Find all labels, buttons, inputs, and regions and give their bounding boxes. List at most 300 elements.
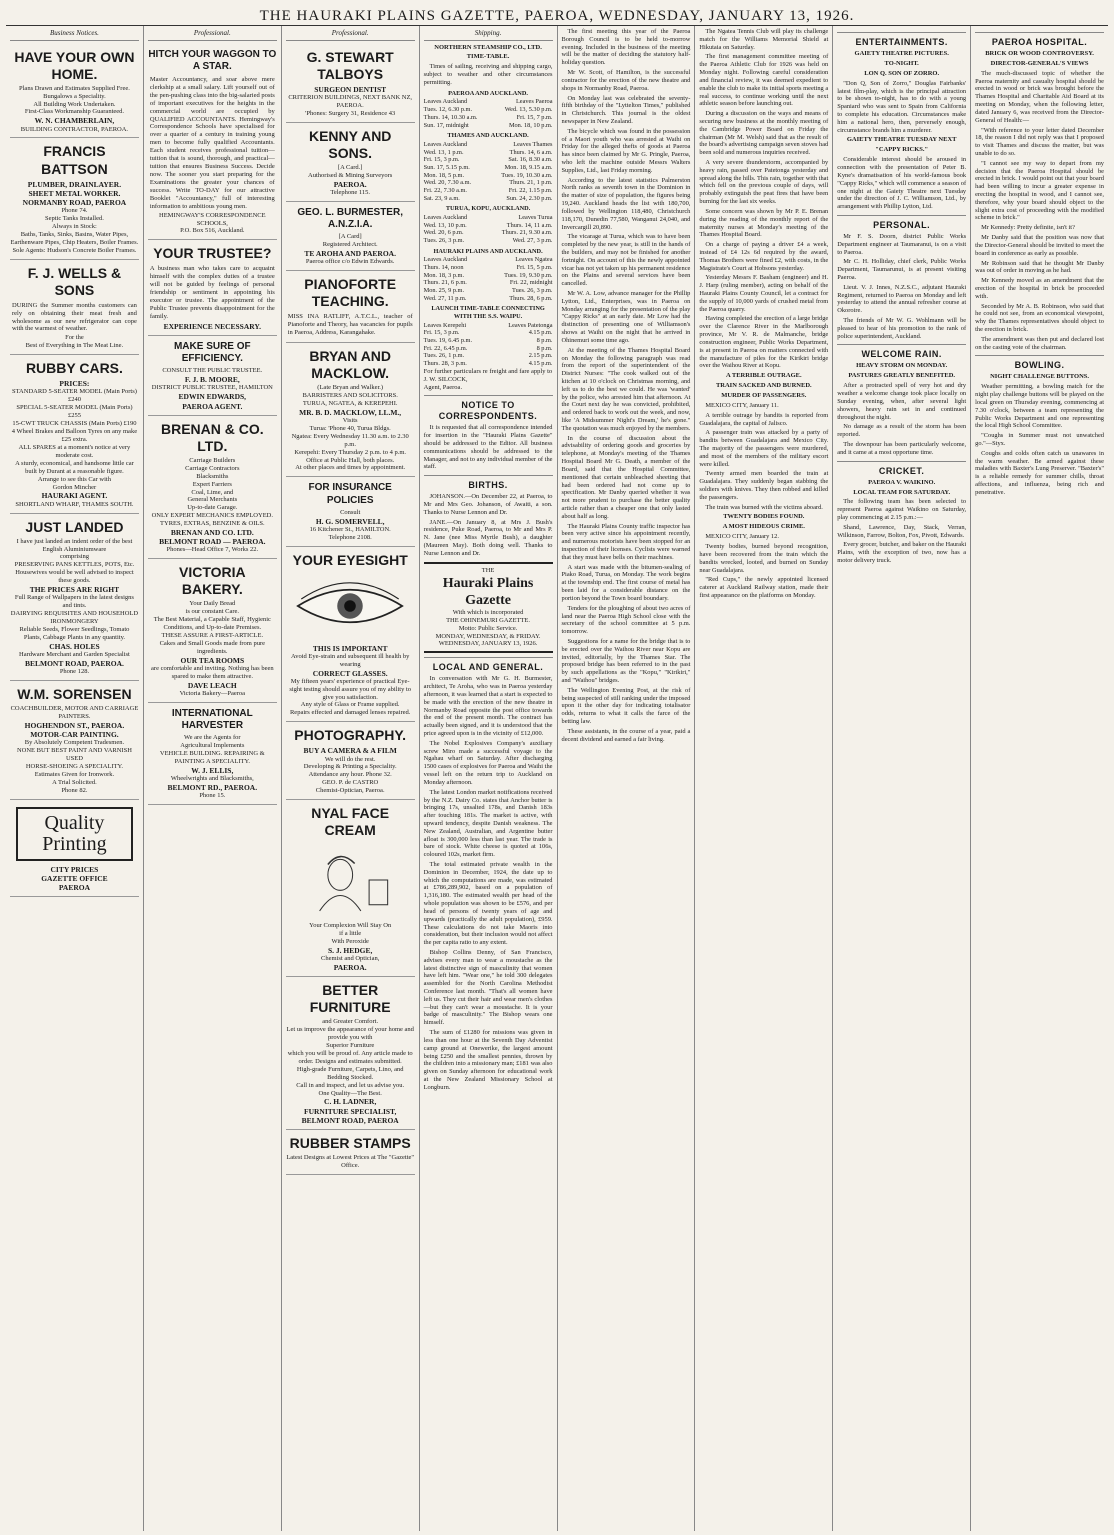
ad-line: Any style of Glass or Frame supplied. <box>300 701 400 709</box>
ad-line: CONSULT THE PUBLIC TRUSTEE. <box>162 367 263 375</box>
advertisement <box>10 138 139 259</box>
schedule-left: Fri. 15, 3 p.m. <box>423 156 460 164</box>
births-title: BIRTHS. <box>424 475 553 491</box>
schedule-right: Fri. 15, 5 p.m. <box>516 263 553 271</box>
news-paragraph: Mr W. Scott, of Hamilton, is the successful contractor for the erection of the new theatre and shops in Normanby Road, Paeroa. <box>561 69 691 92</box>
advertisement <box>286 800 415 977</box>
schedule-left: Sun. 17, midnight <box>423 121 469 129</box>
ad-line: MR. B. D. MACKLOW, LL.M., <box>299 407 402 417</box>
schedule-row <box>424 164 553 172</box>
route-title: PAEROA AND AUCKLAND. <box>448 89 528 97</box>
advertisement <box>10 681 139 800</box>
news-paragraph: Some concern was shown by Mr P. E. Brenan during the reading of the monthly report of the maternity nurses at Monday's meeting of the Thames Hospital Board. <box>699 207 829 239</box>
schedule-left: Mon. 18, 5 p.m. <box>423 171 465 179</box>
ad-line: GEO. P. de CASTRO <box>322 779 379 787</box>
ad-title: YOUR EYESIGHT <box>292 551 408 568</box>
schedule-right: Leaves Paeroa <box>515 98 553 106</box>
schedule-row <box>424 360 553 368</box>
ad-line: 15-CWT TRUCK CHASSIS (Main Ports) £190 <box>12 420 137 428</box>
ad-line: Blacksmiths <box>196 472 229 480</box>
ad-line: With Peroxide <box>331 937 369 945</box>
schedule-left: Wed. 20, 6 p.m. <box>423 229 464 237</box>
ad-line: Phone 15. <box>199 792 226 800</box>
ad-title: PHOTOGRAPHY. <box>294 727 407 744</box>
section-title: WELCOME RAIN. <box>837 344 966 360</box>
news-paragraph: The Ngatea Tennis Club will play its challenge match for the Williams Memorial Shield at Hikutaia on Saturday. <box>699 28 829 51</box>
gazette-box-line: MONDAY, WEDNESDAY, & FRIDAY. <box>435 632 541 640</box>
ad-line: All Building Work Undertaken. <box>33 100 116 108</box>
ad-line: CORRECT GLASSES. <box>312 668 388 678</box>
schedule-right: Thurs. 14, 11 a.m. <box>506 221 553 229</box>
ad-line: Baths, Tanks, Sinks, Basins, Water Pipes, Earthenware Pipes, Chip Heaters, Boiler Frames. <box>10 230 139 246</box>
schedule-left: Sat. 23, 9 a.m. <box>423 194 460 202</box>
ad-line: Expert Farriers <box>192 480 232 488</box>
advertisement <box>286 977 415 1130</box>
timetable-note: Times of sailing, receiving and shipping cargo, subject to weather and other circumstances permitting. <box>423 63 553 86</box>
schedule-row <box>424 106 553 114</box>
schedule-row <box>424 222 553 230</box>
ad-body-text: Master Accountancy, and soar above mere clerkship at a small salary. Lift yourself out of the pen-pushing class into the big-salaried posts of important executives for the heights in the commercial world are occupied by QUALIFIED ACCOUNTANTS. Hemingway's Correspondence Schools have specialised for over a quarter of a century in training young men to become fully qualified Accountants. Each student receives professional tuition—tuition that is sound, thorough, and practical—tuition that ensures Business Success. Decide now. The sooner you start preparing for the Examinations the greater your chances of success. Write TO-DAY for our attractive Booklet "Accountancy," full of interesting information to ambitious young men. <box>149 75 275 210</box>
section-title: CRICKET. <box>837 461 966 477</box>
notice-title: NOTICE TO CORRESPONDENTS. <box>424 395 553 422</box>
ad-line: THIS IS IMPORTANT <box>312 643 388 653</box>
agent-line: For further particulars re freight and fare apply to <box>423 367 553 375</box>
ad-line: Avoid Eye-strain and subsequent ill health by wearing <box>291 652 410 668</box>
column-heading: Business Notices. <box>10 28 139 41</box>
news-paragraph: A start was made with the bitumen-sealing of Piako Road, Turua, on Monday. The work begins at the township end. The first course of metal has been laid for a considerable distance on the portion beyond the Town board boundary. <box>561 563 691 602</box>
schedule-row <box>424 256 553 264</box>
ad-line: Let us improve the appearance of your home and provide you with <box>286 1026 414 1042</box>
news-paragraph: The first management committee meeting of the Paeroa Athletic Club for 1926 was held on Monday night. Following careful consideration and financial review, it was deemed expedient to enable the club to make its initial sports meeting a real success, to continue working until the next athletic season before launching out. <box>699 53 829 108</box>
news-paragraph: On Monday last was celebrated the seventy-fifth birthday of the "Lyttelton Times," published in Christchurch. This journal is the oldest newspaper in New Zealand. <box>561 94 691 125</box>
ad-line: The Best Material, a Capable Staff, Hygienic Conditions, and Up-to-date Premises. <box>153 616 271 632</box>
schedule-left: Wed. 27, 11 p.m. <box>423 294 467 302</box>
ad-title: F. J. WELLS & SONS <box>27 264 122 298</box>
ad-line: Estimates Given for Ironwork. <box>34 770 115 778</box>
schedule-right: Leaves Ngatea <box>515 256 553 264</box>
schedule-left: Thurs. 21, 6 p.m. <box>423 279 467 287</box>
schedule-right: Wed. 13, 5.30 p.m. <box>504 106 553 114</box>
advertisement <box>286 271 415 343</box>
ad-line: STANDARD 5-SEATER MODEL (Main Ports) £240 <box>11 388 137 404</box>
schedule-left: Mon. 18, 3 p.m. <box>423 271 465 279</box>
news-paragraph: In conversation with Mr G. H. Burmester, architect, Te Aroha, who was in Paeroa yesterday afternoon, it was learned that a start is expected to be made with the erection of the new theatre in Normanby Road opposite the post office towards the end of the present month. The contract has actually been signed, and it is understood that the price agreed upon is in the vicinity of £12,000. <box>423 675 553 738</box>
news-paragraph: The Wellington Evening Post, at the risk of being suspected of still ranking under the imposed upon it the other day for indicating totalisator odds, returns to what it calls the farce of the betting law. <box>561 686 691 726</box>
ad-line: BUILDING CONTRACTOR, PAEROA. <box>20 125 129 133</box>
advertisement <box>286 123 415 202</box>
ad-line: Best of Everything in The Meat Line. <box>25 342 124 350</box>
ad-line: Agricultural Implements <box>180 742 245 750</box>
ad-line: Developing & Printing a Speciality. <box>303 763 397 771</box>
ad-line: BELMONT RD., PAEROA. <box>167 783 258 793</box>
news-paragraph: The downpour has been particularly welcome, and it came at a most opportune time. <box>837 440 967 456</box>
ad-line: NORMANBY ROAD, PAEROA <box>22 197 127 207</box>
ad-line: PRICES: <box>59 379 90 389</box>
schedule-row <box>424 172 553 180</box>
advertisement <box>148 703 277 805</box>
schedule-row <box>424 179 553 187</box>
ad-line: HEMINGWAY'S CORRESPONDENCE SCHOOLS, <box>159 211 266 227</box>
schedule-right: Wed. 27, 3 p.m. <box>512 236 553 244</box>
ad-line: ONLY EXPERT MECHANICS EMPLOYED. <box>151 512 273 520</box>
advertisement <box>10 514 139 681</box>
news-headline: A MOST HIDEOUS CRIME. <box>722 523 805 531</box>
ad-line: First-Class Workmanship Guaranteed. <box>24 108 125 116</box>
news-paragraph: The bicycle which was found in the possession of a Maori youth who was arrested at Waihi on Friday for the alleged thefts of goods at Paeroa has since been claimed by Mr G. Pringle, Paeroa, who left the machine outside Messrs Walters Supplies, Ltd., last Friday morning. <box>561 127 691 174</box>
ad-line: Superior Furniture <box>326 1041 375 1049</box>
advertisement <box>286 44 415 123</box>
ad-line: if a little <box>339 930 362 937</box>
schedule-left: Tues. 26, 3 p.m. <box>423 236 465 244</box>
ad-line: BELMONT ROAD, PAEROA <box>301 1115 399 1125</box>
news-paragraph: The sum of £1280 for missions was given in less than one hour at the Seventh Day Adventist camp ground at Onewerike, the largest amount being £250 and the smallest pennies, thrown by the children into a missionary man; £181 was also given on Sunday afternoon for educational work at the New Zealand Missionary School at Longburn. <box>423 1029 553 1091</box>
ad-title: MAKE SURE OF EFFICIENCY. <box>173 341 251 365</box>
schedule-row <box>424 229 553 237</box>
ad-line: [A Card] <box>338 233 362 241</box>
ad-line: HAURAKI AGENT. <box>41 491 108 501</box>
column-heading: Professional. <box>148 28 277 41</box>
notice-body: It is requested that all correspondence intended for insertion in the "Hauraki Plains Gazette" should be addressed to the Editor. All business communications should be addressed to the Manager, and not to any individual member of the staff. <box>423 424 553 471</box>
schedule-right: Leaves Thames <box>513 140 553 148</box>
ad-line: Phones—Head Office 7, Works 22. <box>166 546 259 554</box>
column-hospital <box>971 26 1108 1531</box>
schedule-right: Tues. 26, 3 p.m. <box>511 286 553 294</box>
birth-notice: JOHANSON.—On December 22, at Paeroa, to Mr and Mrs Geo. Johanson, of Awaiti, a son. Thanks to Nurse Lennon and Dr. <box>423 493 553 516</box>
ad-line: Up-to-date Garage. <box>187 504 238 512</box>
schedule-row <box>424 141 553 149</box>
news-paragraph: The total estimated private wealth in the Dominion in December, 1924, the date up to which the computations are made, was estimated at £786,289,902, based on a population of 1,316,180. The estimated wealth per head of the whole population was shown to be £576, and per head of persons of twenty years of age and upwards (practically the adult population), £959. These calculations do not take Maoris into consideration, but their inclusion would not affect the per capita ratio to any extent. <box>423 861 553 947</box>
schedule-left: Leaves Auckland <box>423 98 468 106</box>
schedule-right: Mon. 18, 9.15 a.m. <box>504 163 553 171</box>
news-paragraph: At the meeting of the Thames Hospital Board on Monday the following paragraph was read from the report of the superintendent of the District Nurses: "The cook walked out of the kitchen at 10 o'clock on Christmas morning, and left us to do the best we could. He was 'wanted' by the police, who arrested him that afternoon. At the Court next day he was convicted, prohibited, and ordered back to work out the week, and now, like 'A Midsummer Night's Dream,' he's gone." The quotation was much enjoyed by the members. <box>561 346 691 432</box>
news-paragraph: "CAPPY RICKS." <box>875 146 929 154</box>
column-heading: Professional. <box>286 28 415 41</box>
ad-line: Reliable Seeds, Flower Seedlings, Tomato Plants, Cabbage Plants in any quantity. <box>19 625 130 641</box>
advertisement <box>286 1130 415 1175</box>
route-title: THAMES AND AUCKLAND. <box>447 132 529 140</box>
news-paragraph: Coughs and colds often catch us unawares in the warm weather. Be armed against these maladies with Baxter's Lung Preserver. "Baxter's" is a reliable remedy for summer chills, throat affections, and influenza, being rich and penetrative. <box>975 449 1104 496</box>
ad-title: BRYAN AND MACKLOW. <box>309 347 392 381</box>
gazette-box-line: THE <box>481 566 495 574</box>
schedule-left: Tues. 12, 6.30 p.m. <box>423 106 473 114</box>
news-paragraph: MEXICO CITY, January 12. <box>705 533 779 541</box>
ad-line: Call in and inspect, and let us advise you. <box>296 1081 405 1089</box>
route-schedule <box>424 90 553 129</box>
schedule-right: Thurs. 21, 9.30 a.m. <box>501 229 553 237</box>
gazette-box-line: THE OHINEMURI GAZETTE. <box>446 616 531 624</box>
ad-title: HAVE YOUR OWN HOME. <box>14 48 135 82</box>
ad-body-text: MISS INA RATLIFF, A.T.C.L., teacher of Pianoforte and Theory, has vacancies for pupils in Paeroa, Address, Karangahake. <box>287 313 413 336</box>
route-schedule <box>424 305 553 367</box>
news-paragraph: The latest London market notifications received by the N.Z. Dairy Co. states that Anchor butter is bringing 17s, unsalted 178s, and Danish 183s after touching 181s. The market is active, with upward tendency, despite Danish weakness. The New Zealand, Australian, and Argentine butter afloat is 300,000 less than last year. The trade is bare of stock. White cheese is quoted at 106s, coloured 102s, market firm. <box>423 788 553 859</box>
news-paragraph: Yesterday Messrs F. Basham (engineer) and H. J. Harp (ruling member), acting on behalf of the Hauraki Plains County Council, let a contract for the supply of 10,000 yards of crushed metal from the Paeroa quarry. <box>699 274 829 313</box>
ad-line: Phone 82. <box>61 786 88 794</box>
section-subtitle: LOCAL TEAM FOR SATURDAY. <box>853 488 951 496</box>
schedule-left: Tues. 19, 6.45 p.m. <box>423 336 473 344</box>
schedule-right: Leaves Turua <box>518 213 553 221</box>
schedule-right: Leaves Patetonga <box>508 321 553 329</box>
ad-line: BELMONT ROAD, PAEROA. <box>24 658 124 668</box>
ad-line: Authorised & Mining Surveyors <box>308 171 393 179</box>
lady-illustration <box>299 845 402 915</box>
schedule-row <box>424 195 553 203</box>
schedule-right: Fri. 15, 7 p.m. <box>516 113 553 121</box>
news-paragraph: The amendment was then put and declared lost on the casting vote of the chairman. <box>975 335 1104 351</box>
ad-line: Arrange to see this Car with <box>37 475 111 483</box>
news-paragraph: These assistants, in the course of a year, paid a decent dividend and earned a fair living. <box>561 727 691 743</box>
news-paragraph: A terrible outrage by bandits is reported from Guadalajara, the capital of Jalisco. <box>699 411 829 427</box>
schedule-left: Wed. 13, 1 p.m. <box>423 148 464 156</box>
ad-title: FOR INSURANCE POLICIES <box>308 482 392 506</box>
section-title: PERSONAL. <box>837 215 966 231</box>
ad-line: OUR TEA ROOMS <box>180 655 245 665</box>
news-paragraph: After a protracted spell of very hot and dry weather a welcome change took place locally on Sunday evening, when, after several light showers, heavy rain set in and continued throughout the night. <box>837 382 967 421</box>
ad-line: PAEROA AGENT. <box>182 401 243 411</box>
ad-title: HITCH YOUR WAGGON TO A STAR. <box>148 48 277 72</box>
news-paragraph: Twenty bodies, burned beyond recognition, have been recovered from the train which the bandits wrecked, looted, and burned on Sunday near Guadalajara. <box>699 543 829 574</box>
news-paragraph: The friends of Mr W. G. Wohlmann will be pleased to hear of his promotion to the rank of police superintendent, Auckland. <box>837 317 967 340</box>
news-paragraph: Suggestions for a name for the bridge that is to be erected over the Waihou River near Kopu are invited, editorially, by the Thames Star. The proposed bridge has been referred to in the past by such appellations as the "Kopu," "Kirikiri," and "Waihou" bridges. <box>561 637 691 684</box>
ad-line: For the <box>65 334 84 342</box>
section-title: PAEROA HOSPITAL. <box>975 32 1104 48</box>
schedule-left: Leaves Auckland <box>423 140 468 148</box>
news-headline: TWENTY BODIES FOUND. <box>723 513 805 521</box>
news-paragraph: Mr Kennedy moved as an amendment that the erection of the hospital in brick be proceeded with. <box>975 277 1104 300</box>
ad-line: My fifteen years' experience of practical Eye-sight testing should assure you of my ability to give you satisfaction. <box>289 677 412 701</box>
schedule-right: Sun. 24, 2.30 p.m. <box>506 194 553 202</box>
ad-line: and Greater Comfort. <box>322 1018 379 1026</box>
schedule-left: Mon. 25, 9 p.m. <box>423 286 465 294</box>
ad-line: Your Daily Bread <box>189 600 236 608</box>
ad-line: Wheelwrights and Blacksmiths, <box>170 775 254 783</box>
news-paragraph: Considerable interest should be aroused in connection with the presentation of Peter B. Kyne's dramatisation of his world-famous book "Cappy Ricks," which will commence a season of one night at the Gaiety Theatre next Tuesday under the direction of J. C. Williamson, Ltd., by arrangement with Phillip Lytton, Ltd. <box>837 156 967 211</box>
news-paragraph: No damage as a result of the storm has been reported. <box>837 423 967 439</box>
news-paragraph: Seconded by Mr A. B. Robinson, who said that he could not see, from an economical viewpoint, why the Thames representatives should object to the erection in brick. <box>975 302 1104 333</box>
news-paragraph: "Don Q, Son of Zorro," Douglas Fairbanks' latest film-play, which is the principal attraction to be shown to-night, has to do with a young Spaniard who was sent to Spain from California to complete his education. Circumstances make him a national hero, then, perversely enough, circumstance brands him a murderer. <box>837 79 967 134</box>
route-schedule <box>424 205 553 244</box>
schedule-right: Fri. 22, 1.15 p.m. <box>508 186 553 194</box>
ad-line: ALL SPARES at a moment's notice at very moderate cost. <box>18 443 131 459</box>
route-title: LAUNCH TIME-TABLE CONNECTING WITH THE S.S. WAIPU. <box>431 305 545 320</box>
ad-line: Latest Designs at Lowest Prices at The "Gazette" Office. <box>286 1153 415 1169</box>
birth-notice: JANE.—On January 8, at Mrs J. Bush's residence, Puke Road, Paeroa, to Mr and Mrs P. N. Jane (nee Miss Myrtle Bush), a daughter (Maureen May). Both doing well. Thanks to Nurse Lennon and Dr. <box>423 518 553 557</box>
advertisement <box>286 722 415 800</box>
news-paragraph: Shand, Lawrence, Day, Stack, Verran, Wilkinson, Farrow, Bolton, Fox, Pivott, Edwards. <box>837 523 967 539</box>
ad-line: Chemist and Optician, <box>321 954 380 962</box>
news-paragraph: The following team has been selected to represent Paeroa against Waikino on Saturday, play commencing at 2.15 p.m.:— <box>837 498 967 522</box>
news-paragraph: The Nobel Explosives Company's auxiliary screw Miro made a successful voyage to the Ngahau wharf on Saturday. After discharging 1500 cases of explosives for Paeroa and Waihi the vessel left on the return trip to Auckland on Monday afternoon. <box>423 739 553 786</box>
schedule-row <box>424 337 553 345</box>
section-subtitle: PASTURES GREATLY BENEFITED. <box>848 372 956 380</box>
ad-line: CITY PRICES <box>50 864 99 874</box>
ad-title: RUBBY CARS. <box>25 360 123 377</box>
ad-line: BRENAN AND CO. LTD. <box>170 528 254 538</box>
ad-line: Carriage Contractors <box>185 464 240 472</box>
advertisement <box>148 416 277 560</box>
ad-line: Ngatea: Every Wednesday 11.30 a.m. to 2.30 p.m. <box>291 432 409 448</box>
ad-line: We will do the rest. <box>324 755 376 763</box>
ad-line: Housewives would be well advised to inspect these goods. <box>15 569 134 585</box>
ad-line: PAEROA. <box>333 179 367 189</box>
ad-line: Sole Agents: Hudson's Concrete Boiler Frames. <box>12 246 137 254</box>
ad-line: 'Phones: Surgery 31, Residence 43 <box>305 109 396 117</box>
news-paragraph: Weather permitting, a bowling match for the night play challenge buttons will be played on the local green on Thursday evening, commencing at 7.30 o'clock, between a team representing the Public Works Department and one representing the local High School Committee. <box>975 383 1104 430</box>
eye-illustration <box>292 575 408 637</box>
advertisement <box>10 800 139 897</box>
ad-line: Telephone 2108. <box>328 533 372 541</box>
ad-line: (Late Bryan and Walker.) <box>317 384 384 392</box>
schedule-right: Sat. 16, 8.30 a.m. <box>508 156 553 164</box>
ad-line: TYRES, EXTRAS, BENZINE & OILS. <box>160 520 265 528</box>
schedule-left: Fri. 15, 3 p.m. <box>423 329 460 337</box>
ad-line: W. N. CHAMBERLAIN, <box>34 116 115 126</box>
schedule-row <box>424 287 553 295</box>
schedule-row <box>424 345 553 353</box>
route-schedule <box>424 132 553 202</box>
news-headline: A TERRIBLE OUTRAGE. <box>726 372 802 380</box>
ad-title: JUST LANDED <box>25 518 124 535</box>
news-paragraph: The first meeting this year of the Paeroa Borough Council is to be held to-morrow evening. Included in the business of the meeting will be the matter of deciding the statutory half-holiday question. <box>561 28 691 67</box>
ad-title: Quality Printing <box>42 811 107 855</box>
schedule-right: Tues. 19, 9.30 p.m. <box>504 271 553 279</box>
ad-line: One Quality—The Best. <box>318 1089 382 1097</box>
ad-line: TE AROHA AND PAEROA. <box>304 248 396 258</box>
schedule-right: Tues. 19, 10.30 a.m. <box>501 171 553 179</box>
news-paragraph: "I cannot see my way to depart from my decision that the Paeroa Hospital should be erected in brick. I would point out that your board had been willing to incur a greater expense in erecting the hospital in wood, and I cannot see, therefore, why your board should object to the slight extra cost of proceeding with the modified scheme in brick." <box>975 159 1104 222</box>
news-paragraph: Tenders for the ploughing of about two acres of land near the Paeroa High School close with the secretary of the school committee at 5 p.m. tomorrow. <box>561 604 691 636</box>
schedule-left: Wed. 20, 7.30 a.m. <box>423 179 472 187</box>
news-paragraph: MEXICO CITY, January 11. <box>705 401 779 409</box>
ad-line: PLUMBER, DRAINLAYER. <box>27 179 122 189</box>
local-general-title: LOCAL AND GENERAL. <box>424 657 553 673</box>
ad-line: A sturdy, economical, and handsome little car built by Durant at a reasonable figure. <box>15 459 134 475</box>
section-subtitle: NIGHT CHALLENGE BUTTONS. <box>990 373 1090 381</box>
section-subtitle: HEAVY STORM ON MONDAY. <box>856 362 948 370</box>
ad-line: HOGHENDON ST., PAEROA. <box>24 720 125 730</box>
schedule-right: 4.15 p.m. <box>528 329 553 337</box>
news-paragraph: Lieut. V. J. Innes, N.Z.S.C., adjutant Hauraki Regiment, returned to Paeroa on Monday and left yesterday to attend the annual refresher course at Okoroire. <box>837 283 967 315</box>
ad-line: Cakes and Small Goods made from pure ingredients. <box>159 640 266 655</box>
schedule-right: Thurs. 21, 1 p.m. <box>509 179 553 187</box>
ad-title: KENNY AND SONS. <box>308 127 392 161</box>
news-paragraph: Mr Kennedy: Pretty definite, isn't it? <box>981 224 1075 232</box>
news-paragraph: The train was burned with the victims aboard. <box>705 503 823 511</box>
schedule-row <box>424 114 553 122</box>
news-paragraph: According to the latest statistics Palmerston North ranks as seventh town in the Dominion in the matter of size of population, the figures being 19,240. Auckland heads the list with 180,700, followed by Wellington 118,480, Christchurch 118,170, Dunedin 77,580, Wanganui 24,040, and Invercargill 20,890. <box>561 176 691 231</box>
news-paragraph: Mr W. A. Low, advance manager for the Phillip Lytton, Ltd., Enterprises, was in Paeroa on Monday arranging for the presentation of the play "Cappy Ricks" at an early date. Mr Low had the distinction of presenting one of Williamson's shows at Waihi on the night that he arrived in Ohinemuri some time ago. <box>561 290 691 344</box>
ad-line: Consult <box>340 508 361 516</box>
news-paragraph: The much-discussed topic of whether the Paeroa maternity and casualty hospital should be erected in wood or brick was brought before the Thames Hospital and Charitable Aid Board at its meeting on Monday, when the following letter, dated January 6, was received from the Director-General of Health:— <box>975 69 1104 124</box>
schedule-right: Mon. 18, 10 p.m. <box>508 121 553 129</box>
ad-line: A Trial Solicited. <box>52 778 97 786</box>
schedule-row <box>424 156 553 164</box>
ad-line: TURUA, NGATEA, & KEREPEHI. <box>302 399 398 407</box>
ad-line: PAEROA. <box>333 962 367 972</box>
news-paragraph: Every grocer, butcher, and baker on the Hauraki Plains, with the exception of two, now has a motor delivery truck. <box>837 541 967 565</box>
schedule-right: 8 p.m. <box>536 336 553 344</box>
timetable-title: TIME-TABLE. <box>466 53 510 61</box>
ad-line: Victoria Bakery—Paeroa <box>179 690 246 698</box>
ad-line: Paeroa office c/o Edwin Edwards. <box>305 258 395 266</box>
ad-line: PAEROA <box>58 882 90 892</box>
section-subtitle: DIRECTOR-GENERAL'S VIEWS <box>990 59 1089 67</box>
ad-body-text: DURING the Summer months customers can rely on obtaining their meat fresh and wholesome as our new refrigerator can cope with the warmest of weather. <box>12 301 137 333</box>
news-paragraph: Twenty armed men boarded the train at Guadalajara. They suddenly began stabbing the soldiers with knives. They then robbed and killed the passengers. <box>699 470 829 501</box>
schedule-row <box>424 122 553 130</box>
schedule-left: Wed. 13, 10 p.m. <box>423 221 467 229</box>
ad-line: Bungalows a Speciality. <box>43 92 106 100</box>
ad-line: Office at Public Hall, both places. <box>306 456 395 464</box>
ad-line: CHAS. HOLES <box>49 641 100 651</box>
ad-line: Hardware Merchant and Garden Specialist <box>19 650 130 658</box>
news-paragraph: On a charge of paying a driver £4 a week, instead of £4 12s 6d required by the award, Thomas Brothers were fined £2, with costs, in the Magistrate's Court at Hobsons yesterday. <box>699 241 829 272</box>
news-paragraph: "Red Cups," the newly appointed licensed caterer at Auckland Railway station, made their first appearance on the platforms on Monday. <box>699 576 829 599</box>
ad-line: Attendance any hour. Phone 32. <box>308 771 392 779</box>
gazette-masthead-box <box>424 562 553 654</box>
schedule-left: Thurs. 14, noon <box>423 263 464 271</box>
ad-title: PIANOFORTE TEACHING. <box>304 275 397 310</box>
news-paragraph: "With reference to your letter dated December 18, the reason I did not reply was that I proposed to visit Thames and discuss the matter, but was unable to do so. <box>975 126 1104 157</box>
gazette-box-line: Motto: Public Service. <box>458 624 518 632</box>
ad-body-text: A business man who takes care to acquaint himself with the complex duties of a trustee will not be guided by feelings of personal friendship or sentiment in appointing his executor or trustee. The appointment of the Public Trustee prevents disappointment for the family. <box>149 265 275 320</box>
schedule-left: Leaves Kerepehi <box>423 321 467 329</box>
schedule-row <box>424 329 553 337</box>
news-paragraph: Mr Robinson said that he thought Mr Danby was out of order in moving as he had. <box>975 259 1104 275</box>
ad-title: YOUR TRUSTEE? <box>153 245 272 262</box>
schedule-left: Thurs. 28, 3 p.m. <box>423 359 467 367</box>
ad-line: MOTOR-CAR PAINTING. <box>30 729 119 739</box>
agent-line: J. W. SILCOCK, <box>423 375 468 383</box>
news-paragraph: A very severe thunderstorm, accompanied by heavy rain, passed over Patetonga yesterday and spread along the hills. This rain, together with that which fell on the previous couple of days, will probably extinguish the peat fires that have been burning for the last six weeks. <box>699 159 829 206</box>
ad-line: comprising <box>59 553 90 561</box>
news-paragraph: GAIETY THEATRE TUESDAY NEXT <box>846 136 957 144</box>
ad-line: Kerepehi: Every Thursday 2 p.m. to 4 p.m. <box>294 448 406 456</box>
masthead: THE HAURAKI PLAINS GAZETTE, PAEROA, WEDNESDAY, JANUARY 13, 1926. <box>6 6 1108 26</box>
section-title: ENTERTAINMENTS. <box>837 32 966 48</box>
ad-title: FRANCIS BATTSON <box>41 143 108 177</box>
column-heading: Shipping. <box>424 28 553 41</box>
ad-line: Telephone 115. <box>330 188 371 196</box>
schedule-row <box>424 352 553 360</box>
advertisement <box>286 547 415 723</box>
schedule-right: Thurs. 28, 6 p.m. <box>509 294 553 302</box>
ad-line: Phone 74. <box>61 207 88 215</box>
column-professional-1 <box>144 26 282 1531</box>
ad-line: Registered Architect. <box>322 240 378 248</box>
ad-line: COACHBUILDER, MOTOR AND CARRIAGE PAINTERS. <box>10 704 139 720</box>
news-headline: MURDER OF PASSENGERS. <box>721 391 807 399</box>
ad-title: GEO. L. BURMESTER, A.N.Z.I.A. <box>297 206 403 230</box>
ad-line: At other places and times by appointment. <box>295 464 406 472</box>
column-business-notices <box>6 26 144 1531</box>
ad-line: Turua: 'Phone 40, Turua Bldgs. <box>309 424 391 432</box>
schedule-left: Tues. 26, 1 p.m. <box>423 352 465 360</box>
ad-title: W.M. SORENSEN <box>17 685 132 702</box>
ad-line: THESE ASSURE A FIRST-ARTICLE. <box>161 632 264 640</box>
news-paragraph: In the course of discussion about the advisability of ordering goods and groceries by telephone, at Monday's meeting of the Thames Hospital Board Mr G. Death, a member of the Board, said that the Hospital Committee, mentioned that certain unbleached sheeting that had been ordered had not come up to specification. Mr Danby queried whether it was not more prudent to purchase the better quality article rather than a cheaper one that only lasted about half as long. <box>561 434 691 520</box>
ad-line: 16 Kitchener St., HAMILTON. <box>309 525 391 533</box>
schedule-left: Fri. 22, 6.45 p.m. <box>423 344 468 352</box>
news-headline: TRAIN SACKED AND BURNED. <box>715 382 812 390</box>
ad-line: By Absolutely Competent Tradesmen. <box>24 739 125 747</box>
ad-line: EDWIN EDWARDS, <box>178 392 247 402</box>
route-title: TURUA, KOPU, AUCKLAND. <box>445 205 531 213</box>
column-entertainments <box>833 26 971 1531</box>
agent-line: Agent, Paeroa. <box>423 383 463 391</box>
ad-line: GAZETTE OFFICE <box>41 873 108 883</box>
ad-line: THE PRICES ARE RIGHT <box>29 585 120 595</box>
section-title: BOWLING. <box>975 355 1104 371</box>
